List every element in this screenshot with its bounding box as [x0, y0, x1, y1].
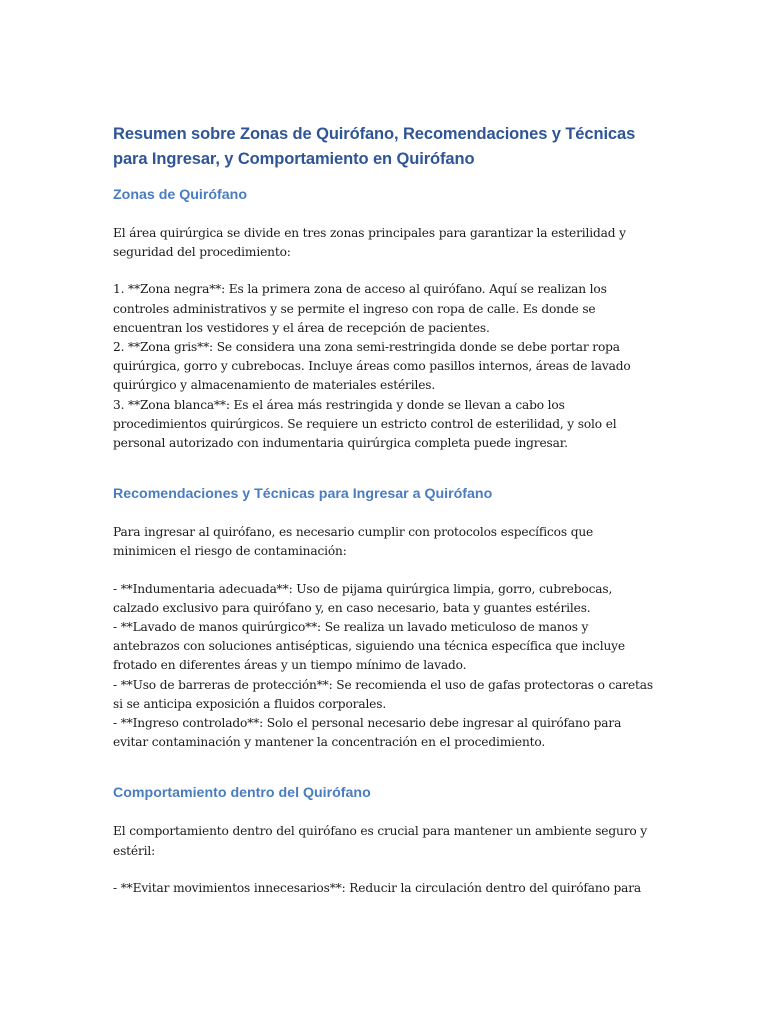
list-item: 1. **Zona negra**: Es la primera zona de acceso al quirófano. Aquí se realizan los controles administrativos y se permite el ingreso con ropa de calle. Es donde se encuentran los vestidores y el área de recepción de pacientes. [113, 282, 607, 335]
section-intro-comportamiento: El comportamiento dentro del quirófano es crucial para mantener un ambiente seguro y estéril: [113, 824, 648, 858]
section-heading-comportamiento: Comportamiento dentro del Quirófano [113, 785, 371, 802]
section-intro-recomendaciones: Para ingresar al quirófano, es necesario cumplir con protocolos específicos que minimicen el riesgo de contaminación: [113, 525, 594, 559]
list-item: - **Indumentaria adecuada**: Uso de pijama quirúrgica limpia, gorro, cubrebocas, calzado exclusivo para quirófano y, en caso necesario, bata y guantes estériles. [113, 581, 613, 615]
section-heading-zonas: Zonas de Quirófano [113, 187, 247, 203]
list-item: 2. **Zona gris**: Se considera una zona semi-restringida donde se debe portar ropa quirúrgica, gorro y cubrebocas. Incluye áreas como pasillos internos, áreas de lavado quirúrgico y almacenamiento de materiales estériles. [113, 340, 631, 393]
document-page [113, 122, 658, 898]
list-item: 3. **Zona blanca**: Es el área más restringida y donde se llevan a cabo los procedimientos quirúrgicos. Se requiere un estricto control de esterilidad, y solo el personal autorizado con indumentaria quirúrgica completa puede ingresar. [113, 397, 617, 451]
list-item: - **Ingreso controlado**: Solo el personal necesario debe ingresar al quirófano para evitar contaminación y mantener la concentración en el procedimiento. [113, 716, 622, 750]
document-title: Resumen sobre Zonas de Quirófano, Recomendaciones y Técnicas para Ingresar, y Comportamiento en Quirófano [113, 125, 636, 168]
list-item: - **Evitar movimientos innecesarios**: Reducir la circulación dentro del quirófano para [113, 880, 642, 895]
list-item: - **Lavado de manos quirúrgico**: Se realiza un lavado meticuloso de manos y antebrazos con soluciones antisépticas, siguiendo una técnica específica que incluye frotado en diferentes áreas y un tiempo mínimo de lavado. [113, 620, 625, 673]
section-heading-recomendaciones: Recomendaciones y Técnicas para Ingresar a Quirófano [113, 486, 493, 503]
list-item: - **Uso de barreras de protección**: Se recomienda el uso de gafas protectoras o caretas si se anticipa exposición a fluidos corporales. [113, 677, 653, 711]
section-intro-zonas: El área quirúrgica se divide en tres zonas principales para garantizar la esterilidad y seguridad del procedimiento: [113, 226, 626, 260]
